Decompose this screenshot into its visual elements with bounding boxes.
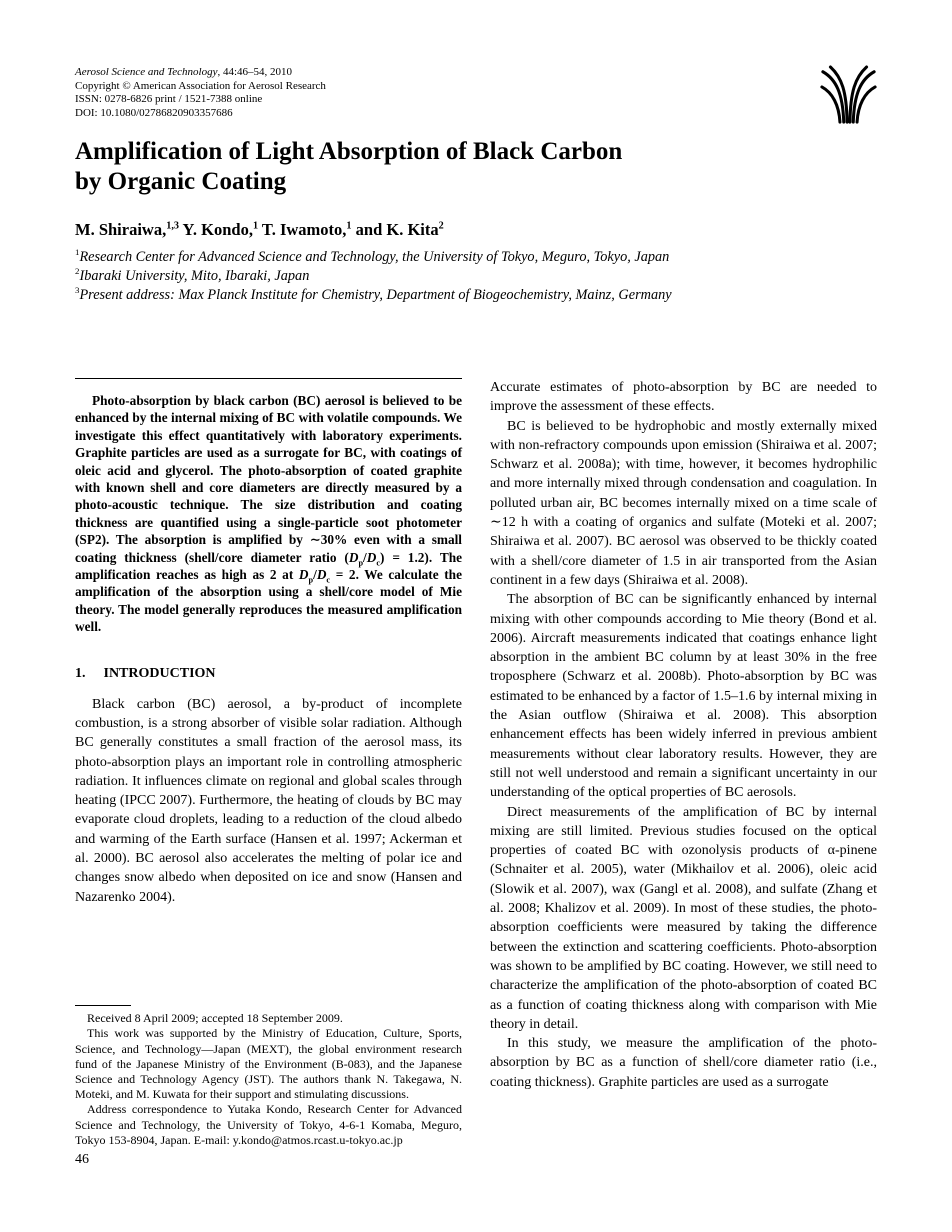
body-paragraph: The absorption of BC can be significantly enhanced by internal mixing with other compounds according to Mie theory (Bond et al. 2006). Aircraft measurements indicated that coatings enhance light absorption in the ambient BC column by at least 30% in the free troposphere (Schwarz et al. 2008b). Photo-absorption by BC was estimated to be enhanced by a factor of 1.5–1.6 by internal mixing in the Asian outflow (Shiraiwa et al. 2008). This absorption enhancement effects has been widely inferred in previous ambient measurements without clear laboratory results. However, they are still not well understood and remain a significant uncertainty in our understanding of the optical properties of BC aerosols. [490,592,877,801]
footnote-rule [75,1005,131,1006]
article-body [75,378,877,1148]
article-title-line1: Amplification of Light Absorption of Black Carbon [75,138,623,165]
author-name: Y. Kondo, [179,220,253,239]
author-name: T. Iwamoto, [258,220,347,239]
affiliation-2 [75,267,865,286]
left-column [75,378,462,1148]
issn-line: ISSN: 0278-6826 print / 1521-7388 online [75,93,263,106]
publisher-logo-icon [820,64,877,127]
section-heading-introduction [75,666,462,682]
author-affil-marker: 1 [252,220,259,232]
journal-citation-line [75,66,715,80]
abstract-rule [75,378,462,379]
publication-info [75,66,715,120]
article-title [75,137,795,196]
affiliation-3 [75,286,865,305]
affiliation-1 [75,248,865,267]
author-affil-marker: 2 [438,220,444,232]
copyright-line: Copyright © American Association for Aerosol Research [75,79,326,92]
page-number: 46 [75,1152,89,1167]
body-paragraph: Direct measurements of the amplification of BC by internal mixing are still limited. Previous studies focused on the optical properties of coated BC with ozonolysis products of α-pinene (Schnaiter et al. 2005), water (Mikhailov et al. 2006), oleic acid (Slowik et al. 2007), wax (Gangl et al. 2008), and sulfate (Zhang et al. 2008; Khalizov et al. 2009). In most of these studies, the photo-absorption coefficients were measured by taking the difference between the extinction and scattering coefficients. Photo-absorption was shown to be amplified by BC coating. However, we still need to characterize the amplification of the photo-absorption of coated BC as a function of coating thickness along with comparison with Mie theory in detail. [490,804,877,1032]
body-paragraph: Accurate estimates of photo-absorption by BC are needed to improve the assessment of these effects. [490,380,877,415]
footnote-received: Received 8 April 2009; accepted 18 September 2009. [87,1011,343,1026]
journal-issue: , 44:46–54, 2010 [217,66,293,78]
footnote-acknowledgment: This work was supported by the Ministry of Education, Culture, Sports, Science, and Technology—Japan (MEXT), the global environment research fund of the Japanese Ministry of the Environment (B-083), and the Japanese Science and Technology Agency (JST). The authors thank N. Takegawa, N. Moteki, and M. Kuwata for their support and stimulating discussions. [75,1026,462,1102]
abstract-paragraph: Photo-absorption by black carbon (BC) aerosol is believed to be enhanced by the internal mixing of BC with volatile compounds. We investigate this effect quantitatively with laboratory experiments. Graphite particles are used as a surrogate for BC, with coatings of oleic acid and glycerol. The photo-absorption of coated graphite with known shell and core diameters are directly measured by a photo-acoustic technique. The size distribution and coating thickness are quantified using a single-particle soot photometer (SP2). The absorption is amplified by ∼30% even with a small coating thickness (shell/core diameter ratio $(D_p/D_c) = 1.2$). The amplification reaches as high as 2 at $D_p/D_c = 2$. We calculate the amplification of the absorption using a shell/core model of Mie theory. The model generally reproduces the measured amplification well. [75,393,462,635]
authors-line [75,220,835,240]
author-name: and K. Kita [351,220,439,239]
author-affil-marker: 1,3 [166,220,179,232]
body-paragraph: BC is believed to be hydrophobic and mostly externally mixed with non-refractory compounds upon emission (Shiraiwa et al. 2007; Schwarz et al. 2008a); with time, however, it becomes hydrophilic and more internally mixed through condensation and coagulation. In polluted urban air, BC becomes internally mixed on a time scale of ∼12 h with a coating of organics and sulfate (Moteki et al. 2007; Shiraiwa et al. 2007). BC aerosol was observed to be thickly coated with a shell/core diameter of 1.5 in air transported from the Asian continent in a few days (Shiraiwa et al. 2008). [490,418,877,588]
body-paragraph: In this study, we measure the amplification of the photo-absorption by BC as a function of shell/core diameter ratio (i.e., coating thickness). Graphite particles are used as a surrogate [490,1036,877,1090]
journal-name: Aerosol Science and Technology [75,66,218,78]
affiliation-marker: 1 [75,247,80,258]
affiliation-text: Ibaraki University, Mito, Ibaraki, Japan [79,267,310,284]
affiliation-text: Research Center for Advanced Science and Technology, the University of Tokyo, Meguro, Tokyo, Japan [79,249,670,265]
doi-line: DOI: 10.1080/02786820903357686 [75,106,233,119]
section-number: 1. [75,665,86,681]
right-column [490,378,877,1148]
affiliation-text: Present address: Max Planck Institute for Chemistry, Department of Biogeochemistry, Mainz, Germany [79,286,672,303]
affiliation-marker: 2 [75,266,80,277]
footnote-correspondence: Address correspondence to Yutaka Kondo, Research Center for Advanced Science and Technology, the University of Tokyo, 4-6-1 Komaba, Meguro, Tokyo 153-8904, Japan. E-mail: y.kondo@atmos.rcast.u-tokyo.ac.jp [75,1102,462,1147]
author-affil-marker: 1 [346,220,352,232]
author-name: M. Shiraiwa, [75,220,167,239]
intro-paragraph: Black carbon (BC) aerosol, a by-product of incomplete combustion, is a strong absorber of visible solar radiation. Although BC generally constitutes a small fraction of the aerosol mass, its photo-absorption plays an important role in controlling atmospheric radiation. It influences climate on regional and global scales through heating (IPCC 2007). Furthermore, the heating of clouds by BC may evaporate cloud droplets, leading to a reduction of the cloud albedo and warming of the Earth surface (Hansen et al. 1997; Ackerman et al. 2000). BC aerosol also accelerates the melting of polar ice and changes snow albedo when deposited on ice and snow (Hansen and Nazarenko 2004). [75,696,462,905]
article-title-line2: by Organic Coating [75,167,287,195]
section-title: INTRODUCTION [103,665,216,681]
affiliations-block [75,248,865,304]
footnotes-block [75,1005,462,1148]
affiliation-marker: 3 [75,284,80,295]
